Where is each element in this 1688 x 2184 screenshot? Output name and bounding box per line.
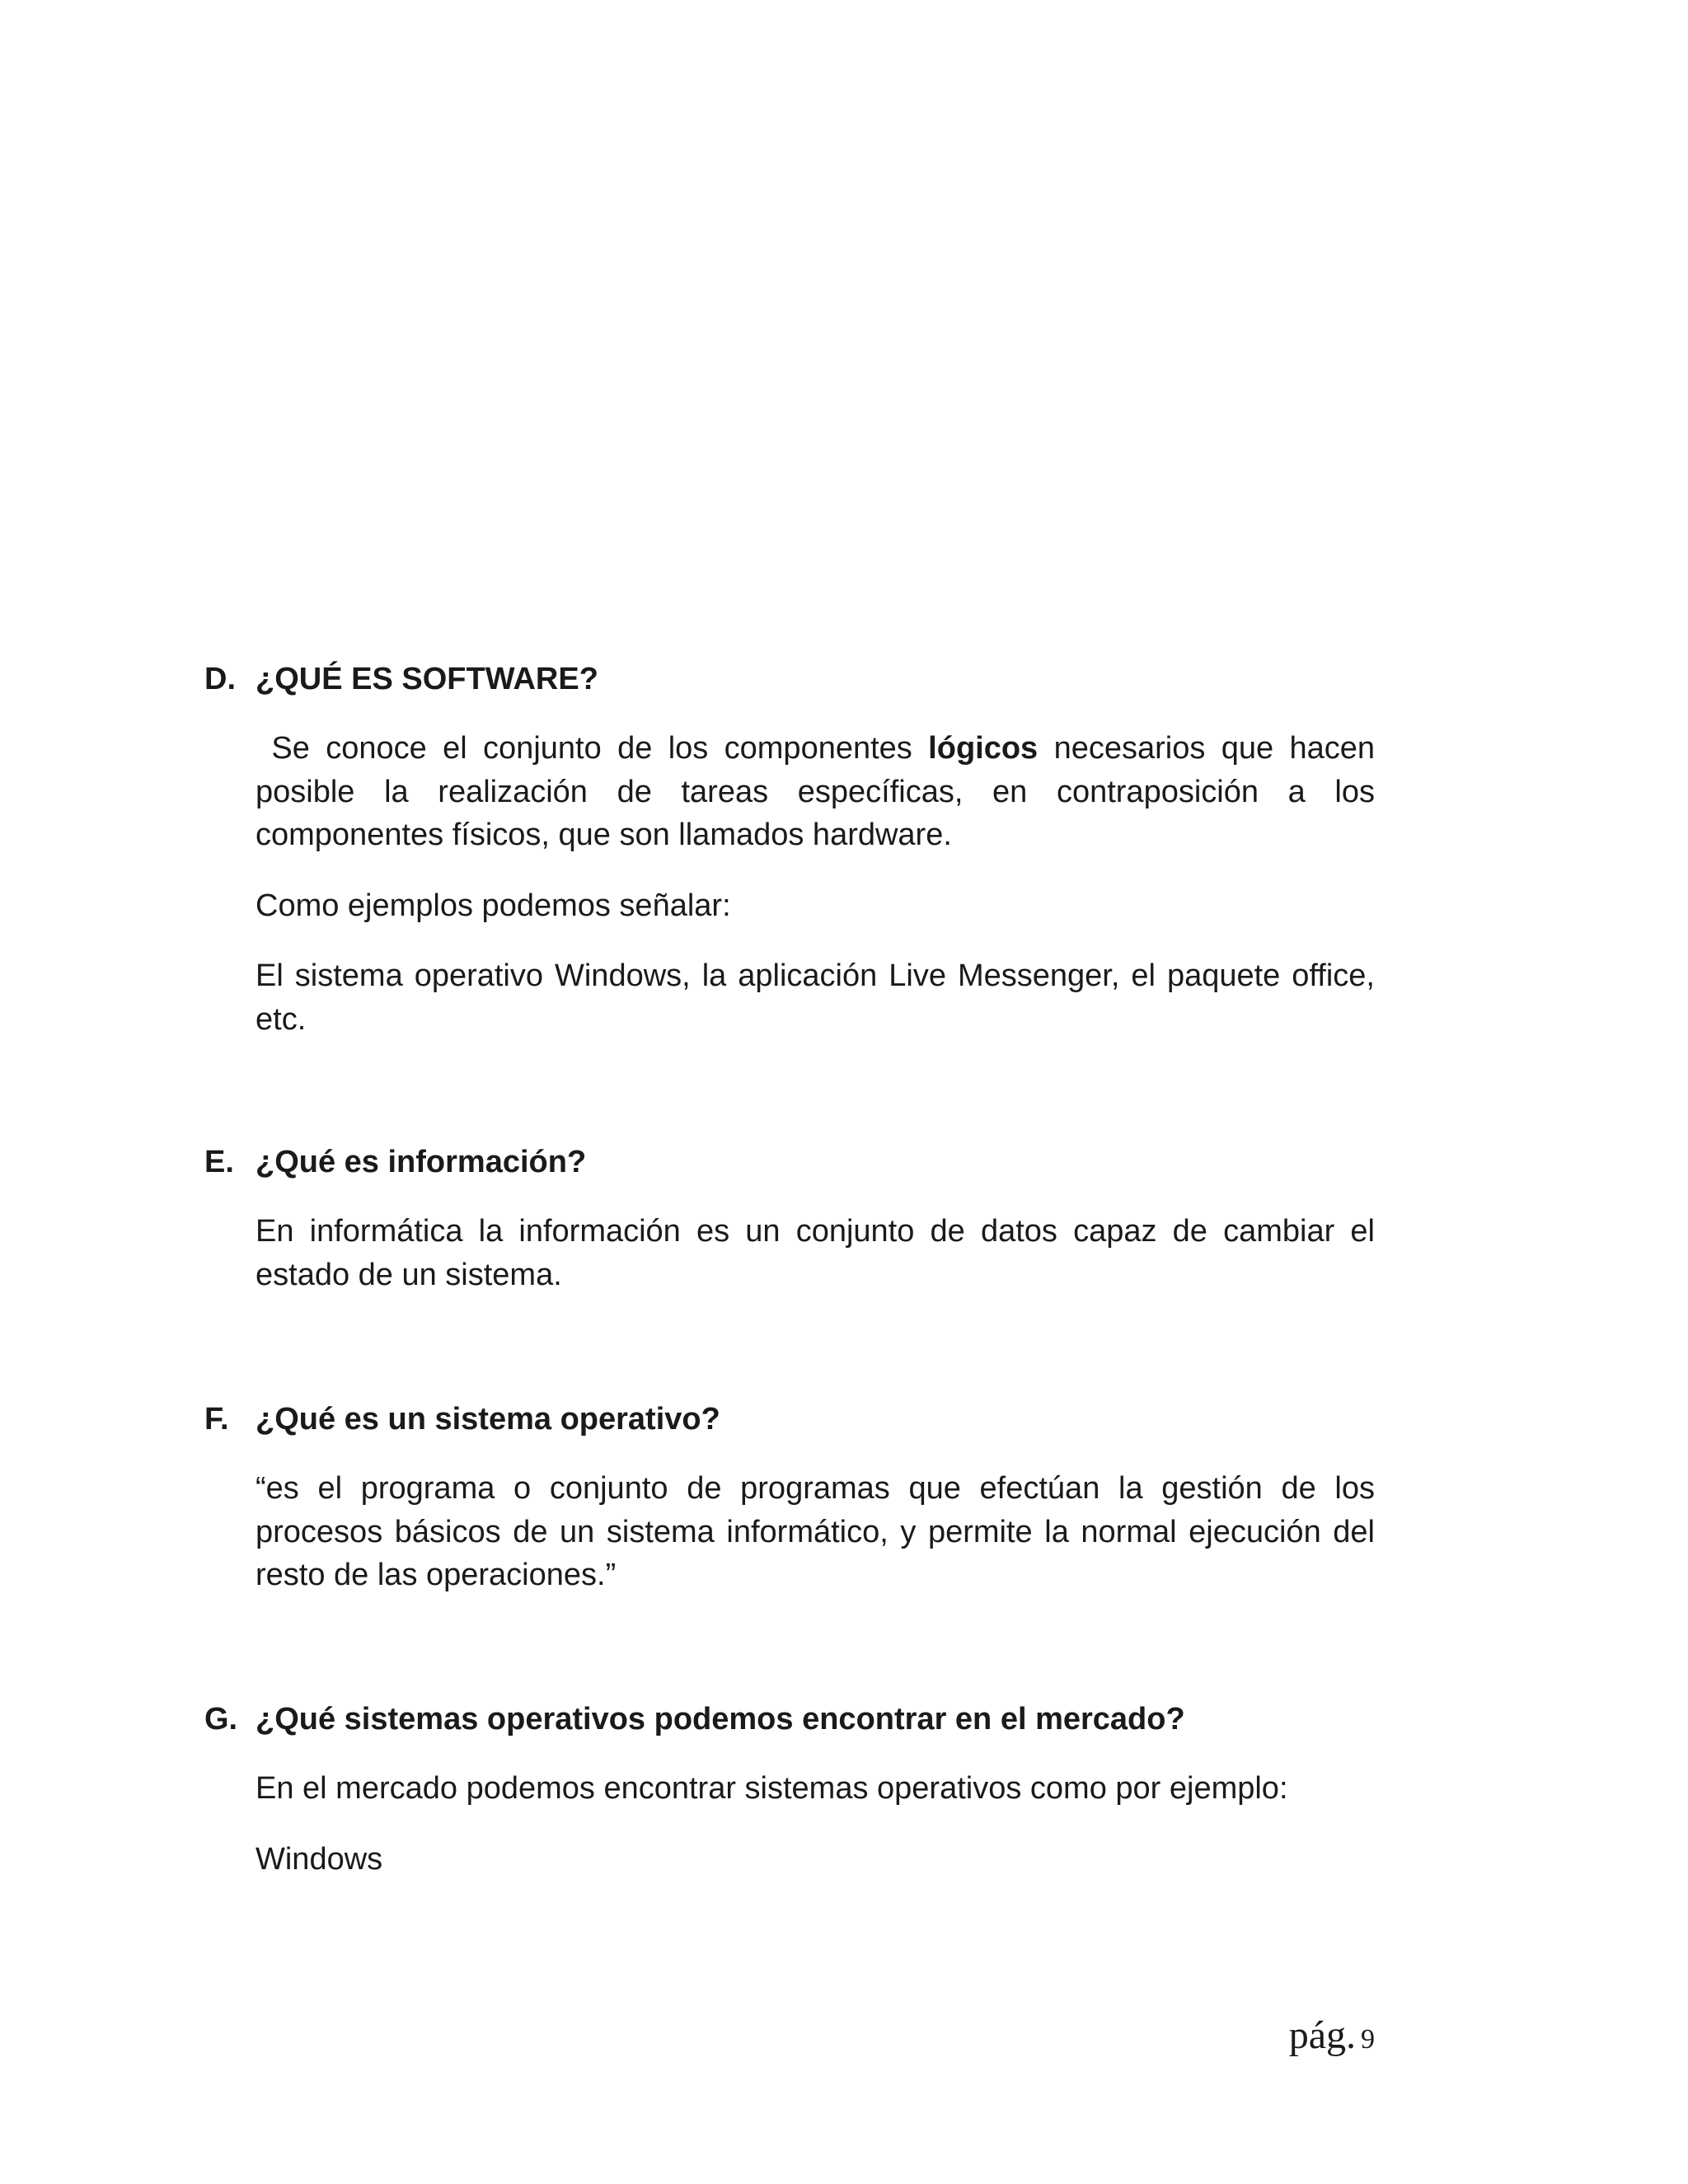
paragraph-text: Se conoce el conjunto de los componentes [271, 731, 912, 766]
section-letter: F. [204, 1402, 229, 1436]
paragraph: En informática la información es un conjunto de datos capaz de cambiar el estado de un sistema. [256, 1214, 1375, 1292]
section-title: ¿Qué es un sistema operativo? [256, 1402, 720, 1436]
section-title: ¿Qué es información? [256, 1145, 587, 1179]
page-number [1236, 2013, 1375, 2058]
section-heading [204, 1141, 1375, 1183]
paragraph: En el mercado podemos encontrar sistemas operativos como por ejemplo: [256, 1771, 1288, 1806]
section-letter: D. [204, 662, 236, 696]
paragraph: Como ejemplos podemos señalar: [256, 888, 731, 923]
section-body [256, 1767, 1375, 1881]
section-d [204, 658, 1375, 1041]
section-title: ¿Qué sistemas operativos podemos encontrar en el mercado? [256, 1702, 1185, 1736]
section-heading [204, 1398, 1375, 1441]
section-e [204, 1141, 1375, 1296]
section-letter: G. [204, 1702, 238, 1736]
section-body [256, 1210, 1375, 1296]
paragraph-text: necesarios que hacen posible la realización de tareas específicas, en contraposición a los componentes físicos, que son llamados hardware. [256, 731, 1376, 852]
page-label: pág. [1288, 2013, 1356, 2057]
section-body [256, 1467, 1375, 1597]
section-body [256, 727, 1375, 1041]
paragraph: “es el programa o conjunto de programas que efectúan la gestión de los procesos básicos de un sistema informático, y permite la normal ejecución del resto de las operaciones.” [256, 1471, 1375, 1592]
page-number-value: 9 [1361, 2024, 1375, 2055]
paragraph: El sistema operativo Windows, la aplicación Live Messenger, el paquete office, etc. [256, 958, 1375, 1037]
section-g [204, 1698, 1375, 1881]
section-heading [204, 1698, 1375, 1741]
section-f [204, 1398, 1375, 1597]
section-heading [204, 658, 1375, 701]
section-letter: E. [204, 1145, 234, 1179]
paragraph: Windows [256, 1841, 383, 1877]
bold-term: lógicos [928, 731, 1039, 766]
paragraph [256, 727, 1375, 857]
section-title: ¿QUÉ ES SOFTWARE? [256, 662, 598, 696]
